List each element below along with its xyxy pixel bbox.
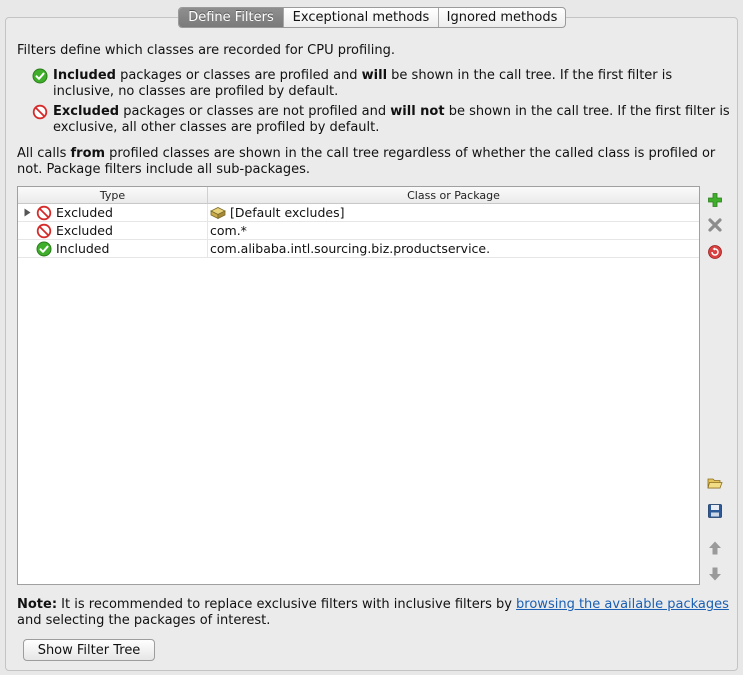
move-down-button[interactable] <box>706 565 724 583</box>
expand-triangle-icon[interactable] <box>23 208 32 217</box>
excluded-icon <box>36 223 52 239</box>
arrow-up-icon <box>707 540 723 556</box>
table-row[interactable] <box>18 240 699 258</box>
column-header-class-or-package[interactable]: Class or Package <box>407 188 500 202</box>
row-type: Excluded <box>56 223 113 238</box>
tab-bar <box>178 7 566 28</box>
row-value: [Default excludes] <box>230 205 345 220</box>
filters-table <box>17 186 700 585</box>
folder-open-icon <box>707 475 723 491</box>
excluded-icon <box>32 104 48 120</box>
note-line1: Note: It is recommended to replace exclusive filters with inclusive filters by browsing the available packages <box>17 597 729 612</box>
tab-define-filters[interactable]: Define Filters <box>179 8 283 27</box>
package-icon <box>210 206 226 220</box>
remove-filter-button[interactable] <box>706 216 724 234</box>
intro-text: Filters define which classes are recorded for CPU profiling. <box>17 43 396 58</box>
included-icon <box>36 241 52 257</box>
clear-icon <box>707 244 723 260</box>
table-row[interactable] <box>18 222 699 240</box>
show-filter-tree-button[interactable]: Show Filter Tree <box>23 639 155 661</box>
save-icon <box>707 503 723 519</box>
note-line2: and selecting the packages of interest. <box>17 613 271 628</box>
row-type: Excluded <box>56 205 113 220</box>
save-filters-button[interactable] <box>706 502 724 520</box>
calls-help-line2: not. Package filters include all sub-packages. <box>17 162 311 177</box>
included-help-line2: inclusive, no classes are profiled by default. <box>53 84 339 99</box>
tab-ignored-methods[interactable]: Ignored methods <box>438 8 565 27</box>
included-help-line1: Included packages or classes are profiled and will be shown in the call tree. If the first filter is <box>53 68 673 83</box>
excluded-icon <box>36 205 52 221</box>
included-icon <box>32 68 48 84</box>
plus-icon <box>707 192 723 208</box>
browse-packages-link[interactable]: browsing the available packages <box>516 597 729 612</box>
excluded-help-line1: Excluded packages or classes are not profiled and will not be shown in the call tree. If the first filter is <box>53 104 730 119</box>
open-filters-button[interactable] <box>706 474 724 492</box>
table-header <box>18 187 699 204</box>
row-type: Included <box>56 241 110 256</box>
arrow-down-icon <box>707 566 723 582</box>
row-value: com.alibaba.intl.sourcing.biz.productservice. <box>210 241 491 256</box>
row-value: com.* <box>210 223 247 238</box>
column-header-type[interactable]: Type <box>18 187 208 203</box>
calls-help-line1: All calls from profiled classes are shown in the call tree regardless of whether the called class is profiled or <box>17 146 716 161</box>
close-icon <box>707 217 723 233</box>
table-row[interactable] <box>18 204 699 222</box>
tab-exceptional-methods[interactable]: Exceptional methods <box>283 8 438 27</box>
add-filter-button[interactable] <box>706 191 724 209</box>
excluded-help-line2: exclusive, all other classes are profiled by default. <box>53 120 380 135</box>
move-up-button[interactable] <box>706 539 724 557</box>
clear-filters-button[interactable] <box>706 243 724 261</box>
